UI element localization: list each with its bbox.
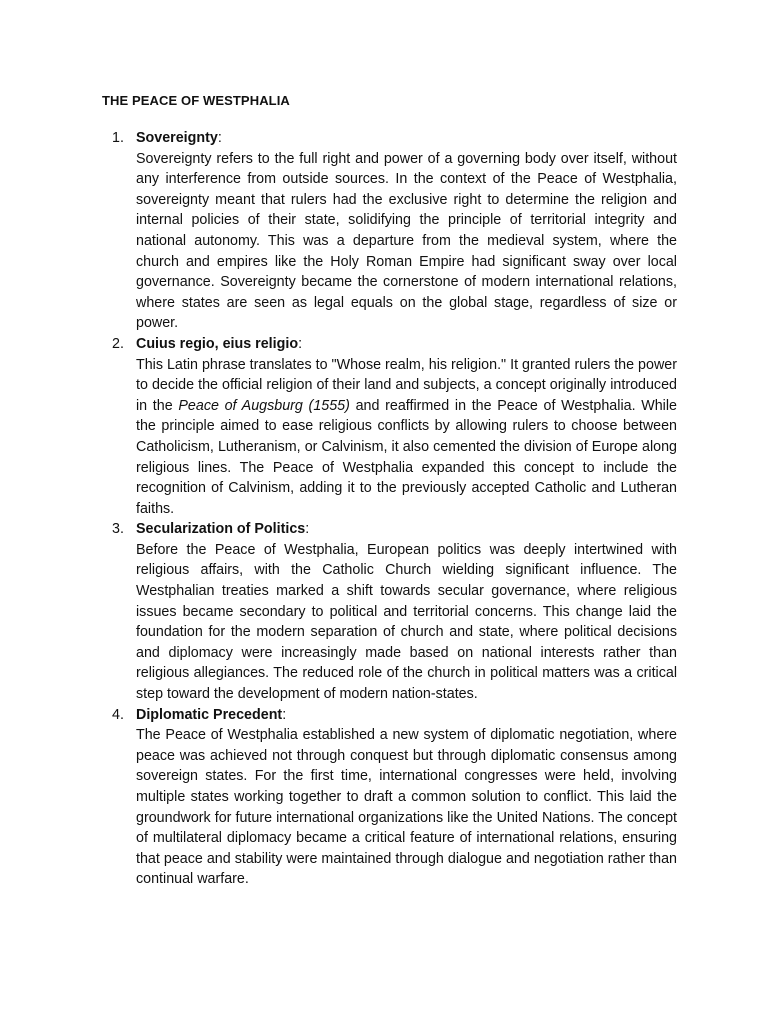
heading-colon: : [282,706,287,723]
section-heading [136,334,768,355]
section-body-start: This Latin phrase translates to "Whose realm, his religion." It granted rulers the power to decide the official religion of their land and subjects, a concept originally introduced in the [136,356,677,414]
section-body-end: and reaffirmed in the Peace of Westphalia. While the principle aimed to ease religious conflicts by allowing rulers to choose between Catholicism, Lutheranism, or Calvinism, it also cemented the division of Europe along religious lines. The Peace of Westphalia expanded this concept to include the recognition of Calvinism, adding it to the previously accepted Catholic and Lutheran faiths. [136,397,677,517]
numbered-list [0,128,768,890]
section-heading-label: Cuius regio, eius religio [136,335,299,352]
list-item-secularization [0,519,768,704]
section-body: The Peace of Westphalia established a new system of diplomatic negotiation, where peace was achieved not through conquest but through diplomatic consensus among sovereign states. For the first time, international congresses were held, involving multiple states working together to draft a common solution to conflict. This laid the groundwork for future international organizations like the United Nations. The concept of multilateral diplomacy became a critical feature of international relations, ensuring that peace and stability were maintained through dialogue and negotiation rather than continual warfare. [136,727,677,888]
document-title: THE PEACE OF WESTPHALIA [102,93,290,108]
section-body: Before the Peace of Westphalia, European politics was deeply intertwined with religious affairs, with the Catholic Church wielding significant influence. The Westphalian treaties marked a shift towards secular governance, where religious issues became secondary to political and territorial concerns. This change laid the foundation for the modern separation of church and state, where political decisions and diplomacy were increasingly made based on national interests rather than religious allegiances. The reduced role of the church in political matters was a critical step toward the development of modern nation-states. [136,541,677,703]
section-heading-label: Secularization of Politics [136,521,306,538]
list-number: 1. [112,130,124,146]
section-heading-label: Sovereignty [136,130,218,146]
list-item-cuius-regio [0,334,768,519]
section-heading [136,128,768,149]
list-number: 2. [112,335,124,352]
section-heading [136,705,768,726]
section-body: Sovereignty refers to the full right and power of a governing body over itself, without any interference from outside sources. In the context of the Peace of Westphalia, sovereignty meant that rulers had the exclusive right to determine the religion and internal policies of their state, solidifying the principle of territorial integrity and national autonomy. This was a departure from the medieval system, where the church and empires like the Holy Roman Empire had significant sway over local governance. Sovereignty became the cornerstone of modern international relations, where states are seen as legal equals on the global stage, regardless of size or power. [136,150,677,332]
italic-citation: Peace of Augsburg (1555) [178,397,350,414]
heading-colon: : [305,521,310,538]
section-heading-label: Diplomatic Precedent [136,706,283,723]
heading-colon: : [217,130,222,146]
heading-colon: : [298,335,303,352]
list-item-sovereignty [0,128,768,334]
section-body [136,355,677,520]
list-number: 4. [112,706,124,723]
list-number: 3. [112,521,124,538]
list-item-diplomatic-precedent [0,705,768,890]
section-heading [136,519,768,540]
